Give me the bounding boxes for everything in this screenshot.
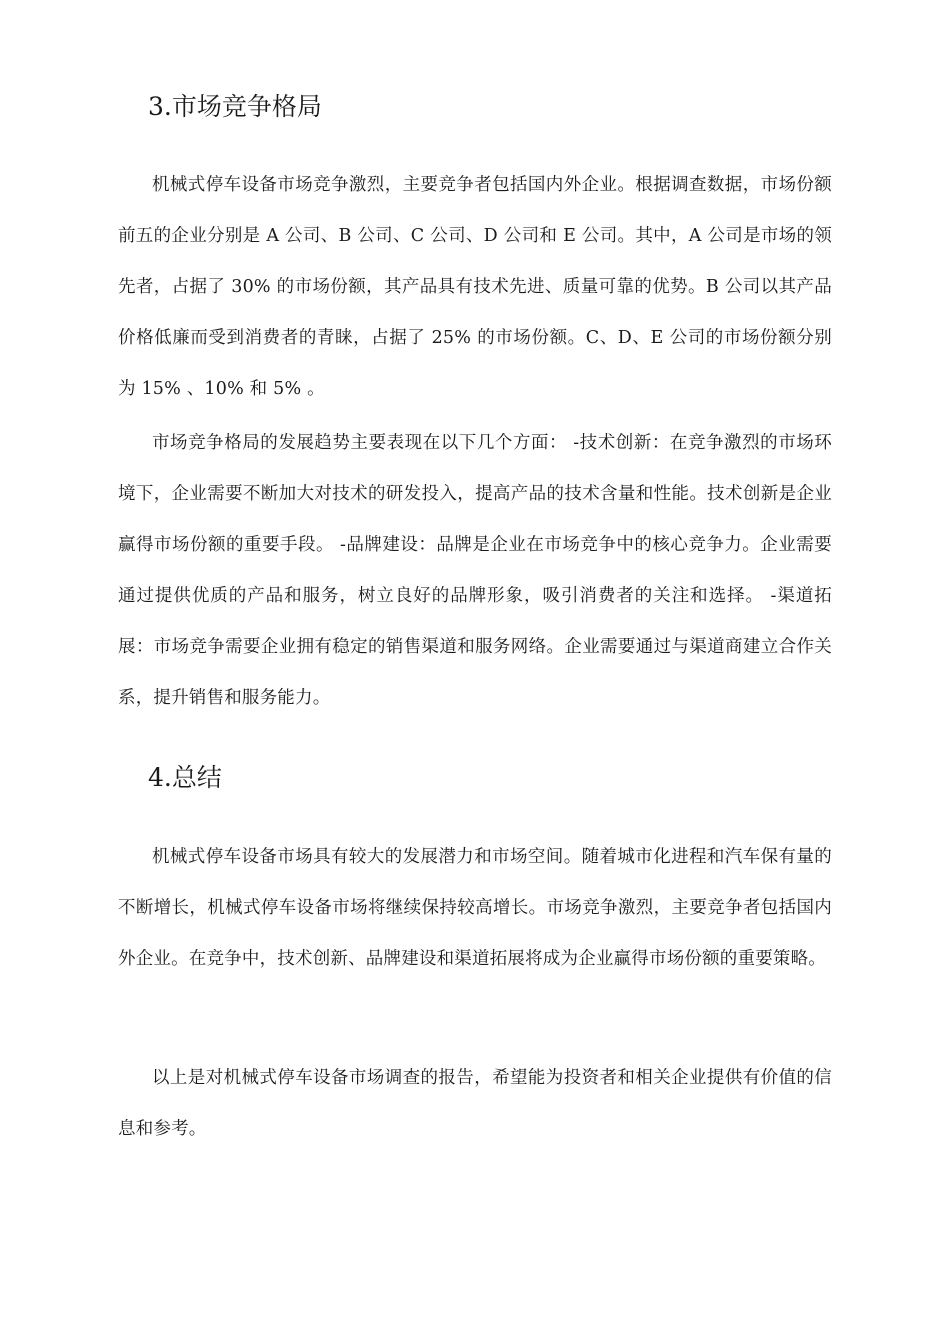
section-heading-market-competition: 3.市场竞争格局	[148, 92, 322, 121]
section-heading-summary: 4.总结	[148, 763, 222, 792]
paragraph-market-share: 机械式停车设备市场竞争激烈，主要竞争者包括国内外企业。根据调查数据，市场份额前五的企业分别是 A 公司、B 公司、C 公司、D 公司和 E 公司。其中，A 公司是市场的领先者，占据了 30% 的市场份额，其产品具有技术先进、质量可靠的优势。B 公司以其产品价格低廉而受到消费者的青睐，占据了 25% 的市场份额。C、D、E 公司的市场份额分别为 15% 、10% 和 5% 。	[118, 175, 832, 399]
paragraph-closing: 以上是对机械式停车设备市场调查的报告，希望能为投资者和相关企业提供有价值的信息和参考。	[118, 1068, 832, 1139]
paragraph-summary: 机械式停车设备市场具有较大的发展潜力和市场空间。随着城市化进程和汽车保有量的不断增长，机械式停车设备市场将继续保持较高增长。市场竞争激烈，主要竞争者包括国内外企业。在竞争中，技术创新、品牌建设和渠道拓展将成为企业赢得市场份额的重要策略。	[118, 847, 832, 969]
paragraph-competition-trends: 市场竞争格局的发展趋势主要表现在以下几个方面： -技术创新：在竞争激烈的市场环境下，企业需要不断加大对技术的研发投入，提高产品的技术含量和性能。技术创新是企业赢得市场份额的重要手段。 -品牌建设：品牌是企业在市场竞争中的核心竞争力。企业需要通过提供优质的产品和服务，树立良好的品牌形象，吸引消费者的关注和选择。 -渠道拓展：市场竞争需要企业拥有稳定的销售渠道和服务网络。企业需要通过与渠道商建立合作关系，提升销售和服务能力。	[118, 433, 832, 708]
